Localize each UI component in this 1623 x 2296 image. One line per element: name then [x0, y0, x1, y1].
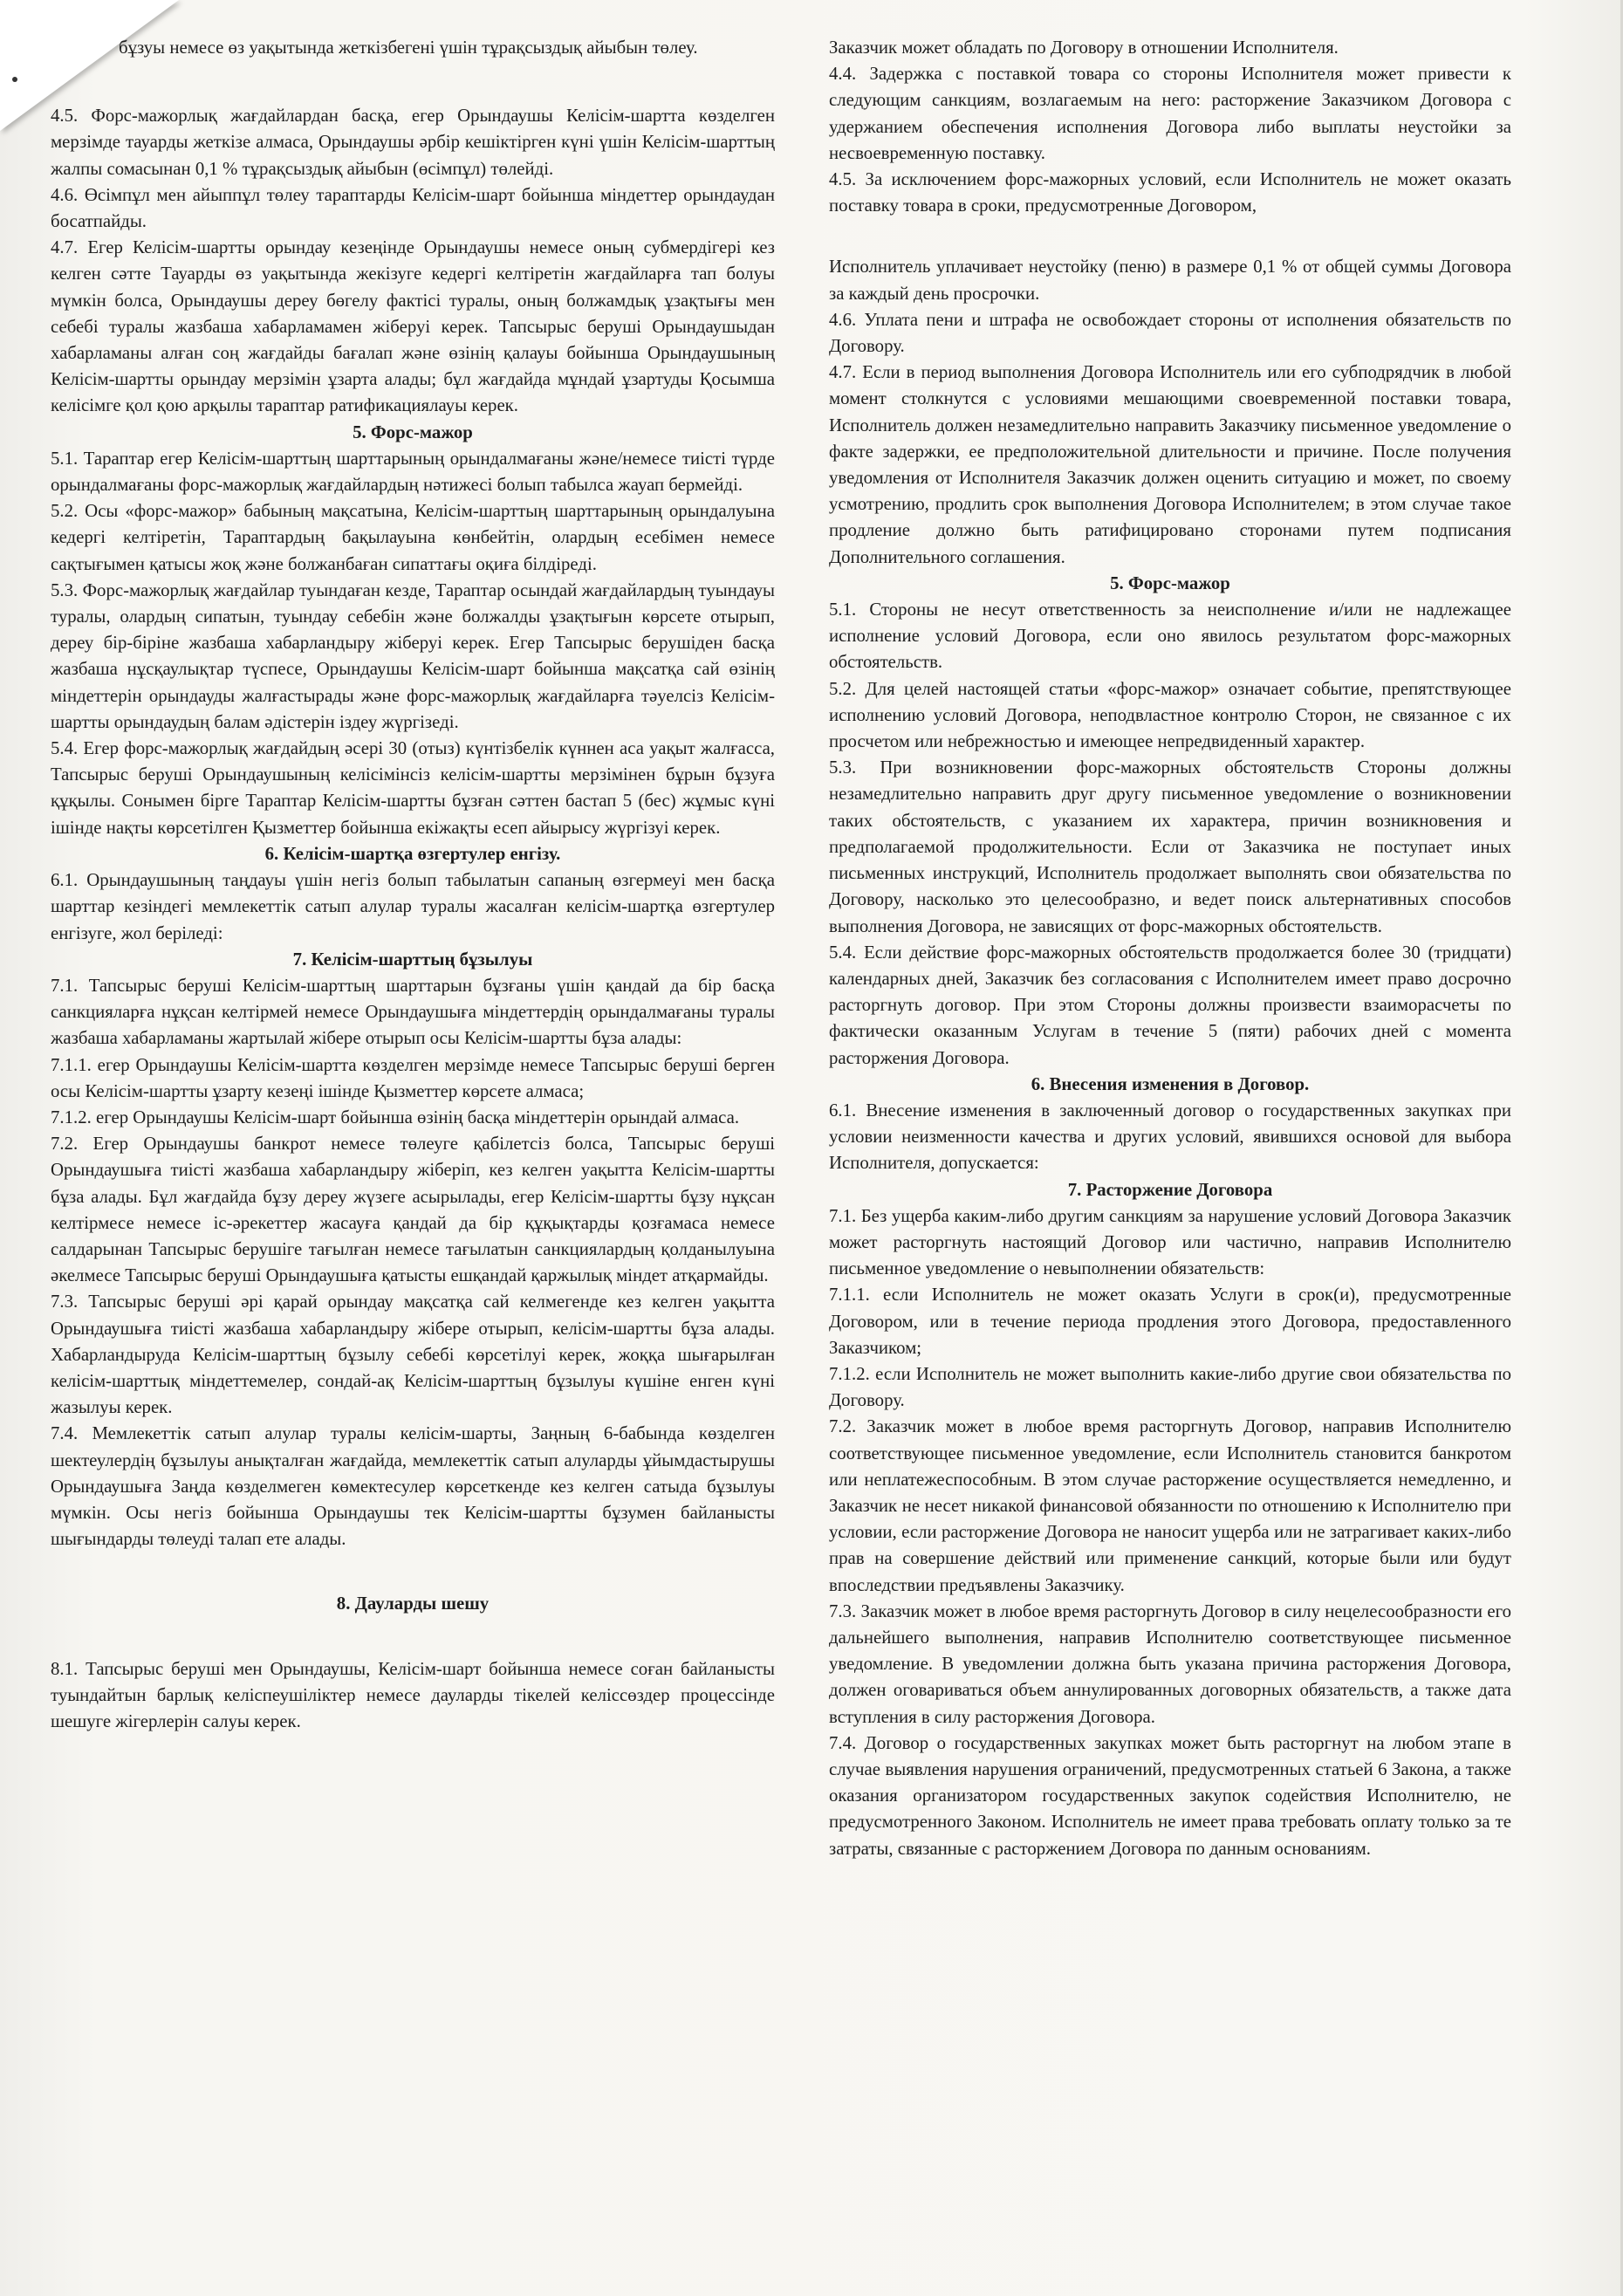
kaz-clause-7-1-2: 7.1.2. егер Орындаушы Келісім-шарт бойынша өзінің басқа міндеттерін орындай алмаса. [51, 1107, 740, 1127]
kaz-heading-8: 8. Дауларды шешу [336, 1593, 490, 1614]
rus-heading-6: 6. Внесения изменения в Договор. [1031, 1073, 1310, 1094]
kaz-clause-4-7: 4.7. Егер Келісім-шартты орындау кезеңінде Орындаушы немесе оның субмердігері кез келген сәтте Тауарды өз уақытында жекізуге кедергі келтіретін жағдайларға тап болуы мүмкін болса, Орындаушы дереу бөгелу фактісі туралы, оның болжамдық ұзақтығы мен себебі туралы жазбаша хабарламамен жіберуі керек. Тапсырыс беруші Орындаушыдан хабарламаны алған соң жағдайды бағалап және өзінің қалауы бойынша Орындаушының Келісім-шартты орындау мерзімін ұзарта алады; бұл жағдайда мұндай ұзартуды Қосымша келісімге қол қою арқылы тараптар ратификациялауы керек. [51, 237, 775, 416]
kaz-clause-7-3: 7.3. Тапсырыс беруші әрі қарай орындау мақсатқа сай келмегенде кез келген уақытта Орындаушыға тиісті жазбаша хабарландыру жібере отырып, келісім-шартты бұза алады. Хабарландыруда Келісім-шарттың бұзылу себебі көрсетілуі керек, жоққа шығарылған келісім-шарттық міндеттемелер, сондай-ақ Келісім-шарттың бұзылуы күшіне енген күні жазылуы керек. [51, 1292, 775, 1418]
kaz-clause-7-1: 7.1. Тапсырыс беруші Келісім-шарттың шарттарын бұзғаны үшін қандай да бір басқа санкцияларға нұқсан келтірмей немесе Орындаушыға міндеттердің орындалмағаны туралы жазбаша хабарламаны жартылай жібере отырып осы Келісім-шартты бұза алады: [51, 975, 775, 1049]
rus-clause-5-2: 5.2. Для целей настоящей статьи «форс-мажор» означает событие, препятствующее исполнению условий Договора, неподвластное контролю Сторон, не связанное с их просчетом или небрежностью и имеющее непредвиденный характер. [829, 678, 1511, 752]
kaz-clause-7-1-1: 7.1.1. егер Орындаушы Келісім-шартта көзделген мерзімде немесе Тапсырыс беруші берген осы Келісім-шартты ұзарту кезеңі ішінде Қызметтер көрсете алмаса; [51, 1054, 775, 1101]
kazakh-column [51, 35, 775, 1735]
rus-clause-7-3: 7.3. Заказчик может в любое время расторгнуть Договор в силу нецелесообразности его дальнейшего выполнения, направив Исполнителю соответствующее письменное уведомление. В уведомлении должна быть указана причина расторжения Договора, должен оговариваться объем аннулированных договорных обязательств, а также дата вступления в силу расторжения Договора. [829, 1600, 1511, 1727]
rus-clause-7-1-1: 7.1.1. если Исполнитель не может оказать Услуги в срок(и), предусмотренные Договором, или в течение периода продления этого Договора, предоставленного Заказчиком; [829, 1285, 1511, 1358]
kaz-clause-4-5: 4.5. Форс-мажорлық жағдайлардан басқа, егер Орындаушы Келісім-шартта көзделген мерзімде тауарды жеткізе алмаса, Орындаушы әрбір кешіктірген күні үшін Келісім-шарттың жалпы сомасынан 0,1 % тұрақсыздық айыбын (өсімпұл) төлейді. [51, 106, 775, 179]
kaz-clause-7-4: 7.4. Мемлекеттік сатып алулар туралы келісім-шарты, Заңның 6-бабында көзделген шектеулердің бұзылуы анықталған жағдайда, мемлекеттік сатып алуларды ұйымдастырушы Орындаушыға Заңда көзделмеген көмектесулер көрсеткенде кез келген сатыда бұзылуы мүмкін. Осы негіз бойынша Орындаушы тек Келісім-шартты бұзумен байланысты шығындарды төлеуді талап ете алады. [51, 1423, 775, 1550]
kaz-clause-8-1: 8.1. Тапсырыс беруші мен Орындаушы, Келісім-шарт бойынша немесе соған байланысты туындайтын барлық келіспеушіліктер немесе дауларды тікелей келіссөздер процессінде шешуге жігерлерін салуы керек. [51, 1658, 775, 1731]
rus-clause-7-1: 7.1. Без ущерба каким-либо другим санкциям за нарушение условий Договора Заказчик может расторгнуть настоящий Договор или частично, направив Исполнителю письменное уведомление о невыполнении обязательств: [829, 1205, 1511, 1279]
scan-speck [12, 77, 17, 82]
rus-heading-7: 7. Расторжение Договора [1067, 1179, 1273, 1200]
rus-heading-5: 5. Форс-мажор [1110, 572, 1230, 593]
rus-clause-4-6: 4.6. Уплата пени и штрафа не освобождает стороны от исполнения обязательств по Договору. [829, 309, 1511, 357]
rus-clause-5-1: 5.1. Стороны не несут ответственность за неисполнение и/или не надлежащее исполнение условий Договора, если оно явилось результатом форс-мажорных обстоятельств. [829, 600, 1511, 673]
rus-clause-6-1: 6.1. Внесение изменения в заключенный договор о государственных закупках при условии неизменности качества и других условий, явившихся основой для выбора Исполнителя, допускается: [829, 1100, 1511, 1174]
rus-clause-4-3-end: Заказчик может обладать по Договору в отношении Исполнителя. [829, 38, 1339, 58]
rus-clause-5-3: 5.3. При возникновении форс-мажорных обстоятельств Стороны должны незамедлительно направить друг другу письменное уведомление о возникновении таких обстоятельств, с указанием их характера, причин возникновения и предполагаемой продолжительности. Если от Заказчика не поступает иных письменных инструкций, Исполнитель продолжает выполнять свои обязательства по Договору, насколько это целесообразно, и ведет поиск альтернативных способов выполнения Договора, не зависящих от форс-мажорных обстоятельств. [829, 757, 1511, 936]
russian-column [829, 35, 1511, 1862]
rus-clause-4-5: 4.5. За исключением форс-мажорных условий, если Исполнитель не может оказать поставку товара в сроки, предусмотренные Договором, [829, 169, 1511, 216]
kaz-heading-7: 7. Келісім-шарттың бұзылуы [292, 949, 533, 970]
kaz-clause-5-3: 5.3. Форс-мажорлық жағдайлар туындаған кезде, Тараптар осындай жағдайлардың туындауы туралы, олардың сипатын, туындау себебін және болжалды ұзақтығын көрсете отырып, дереу бір-біріне жазбаша хабарландыру жіберуі керек. Егер Тапсырыс берушіден басқа жазбаша нұсқаулықтар түспесе, Орындаушы Келісім-шарт бойынша мақсатқа сай өзінің міндеттерін орындауды жалғастырады және форс-мажорлық жағдайларға тәуелсіз Келісім-шартты орындаудың балам әдістерін іздеу жүргізеді. [51, 579, 775, 732]
rus-clause-7-1-2: 7.1.2. если Исполнитель не может выполнить какие-либо другие свои обязательства по Договору. [829, 1363, 1511, 1411]
rus-clause-7-4: 7.4. Договор о государственных закупках может быть расторгнут на любом этапе в случае выявления нарушения ограничений, предусмотренных статьей 6 Закона, а также оказания организатором государственных закупок содействия Исполнителю, не предусмотренного Законом. Исполнитель не имеет права требовать оплату только за те затраты, связанные с расторжением Договора по данным основаниям. [829, 1732, 1511, 1859]
kaz-heading-5: 5. Форс-мажор [353, 422, 473, 442]
kaz-clause-6-1: 6.1. Орындаушының таңдауы үшін негіз болып табылатын сапаның өзгермеуі мен басқа шарттар кезіндегі мемлекеттік сатып алулар туралы жасалған келісім-шартқа өзгертулер енгізуге, жол беріледі: [51, 870, 775, 943]
kaz-heading-6: 6. Келісім-шартқа өзгертулер енгізу. [264, 843, 561, 864]
kaz-clause-4-6: 4.6. Өсімпұл мен айыппұл төлеу тараптарды Келісім-шарт бойынша міндеттер орындаудан босатпайды. [51, 184, 775, 232]
rus-clause-7-2: 7.2. Заказчик может в любое время расторгнуть Договор, направив Исполнителю соответствующее письменное уведомление, если Исполнитель становится банкротом или неплатежеспособным. В этом случае расторжение осуществляется немедленно, и Заказчик не несет никакой финансовой обязанности по отношению к Исполнителю при условии, если расторжение Договора не наносит ущерба или не затрагивает каких-либо прав на совершение действий или применение санкций, которые были или будут впоследствии предъявлены Заказчику. [829, 1416, 1511, 1595]
kaz-clause-5-4: 5.4. Егер форс-мажорлық жағдайдың әсері 30 (отыз) күнтізбелік күннен аса уақыт жалғасса, Тапсырыс беруші Орындаушының келісімінсіз келісім-шартты мерзімінен бұрын бұзуға құқылы. Сонымен бірге Тараптар Келісім-шартты бұзған сәттен бастап 5 (бес) жұмыс күні ішінде нақты көрсетілген Қызметтер бойынша екіжақты есеп айырысу жүргізуі керек. [51, 738, 775, 838]
rus-clause-5-4: 5.4. Если действие форс-мажорных обстоятельств продолжается более 30 (тридцати) календарных дней, Заказчик без согласования с Исполнителем имеет право досрочно расторгнуть договор. При этом Стороны должны произвести взаиморасчеты по фактически оказанным Услугам в течение 5 (пяти) рабочих дней с момента расторжения Договора. [829, 942, 1511, 1068]
rus-clause-4-5-cont: Исполнитель уплачивает неустойку (пеню) в размере 0,1 % от общей суммы Договора за каждый день просрочки. [829, 257, 1511, 304]
kaz-clause-4-4-end: бұзуы немесе өз уақытында жеткізбегені үшін тұрақсыздық айыбын төлеу. [119, 38, 698, 58]
kaz-clause-5-2: 5.2. Осы «форс-мажор» бабының мақсатына, Келісім-шарттың шарттарының орындалуына кедергі келтіретін, Тараптардың бақылауына көнбейтін, олардың есебімен немесе сақтығымен қатысы жоқ және болжанбаған сипаттағы оқиға білдіреді. [51, 501, 775, 574]
kaz-clause-7-2: 7.2. Егер Орындаушы банкрот немесе төлеуге қабілетсіз болса, Тапсырыс беруші Орындаушыға тиісті жазбаша хабарландыру жіберіп, кез келген уақытта Келісім-шартты бұза алады. Бұл жағдайда бұзу дереу жүзеге асырылады, егер Келісім-шартты бұзу нұқсан келтірмесе немесе іс-әрекеттер жасауға қандай да бір құқықтарды қозғамаса немесе салдарынан Тапсырыс берушіге тағылған немесе тағылатын санкциялардың қолданылуына әкелмесе Тапсырыс беруші Орындаушыға қатысты ешқандай қаржылық міндет атқармайды. [51, 1134, 775, 1286]
kaz-clause-5-1: 5.1. Тараптар егер Келісім-шарттың шарттарының орындалмағаны және/немесе тиісті түрде орындалмағаны форс-мажорлық жағдайлардың нәтижесі болып табылса жауап бермейді. [51, 448, 775, 496]
rus-clause-4-7: 4.7. Если в период выполнения Договора Исполнитель или его субподрядчик в любой момент столкнутся с условиями мешающими своевременной поставки товара, Исполнитель должен незамедлительно направить Заказчику письменное уведомление о факте задержки, ее предположительной длительности и причине. После получения уведомления от Исполнителя Заказчик должен оценить ситуацию и может, по своему усмотрению, продлить срок выполнения Договора Исполнителем; в этом случае такое продление должно быть ратифицировано сторонами путем подписания Дополнительного соглашения. [829, 362, 1511, 567]
rus-clause-4-4: 4.4. Задержка с поставкой товара со стороны Исполнителя может привести к следующим санкциям, возлагаемым на него: расторжение Заказчиком Договора с удержанием обеспечения исполнения Договора либо выплаты неустойки за несвоевременную поставку. [829, 64, 1511, 163]
